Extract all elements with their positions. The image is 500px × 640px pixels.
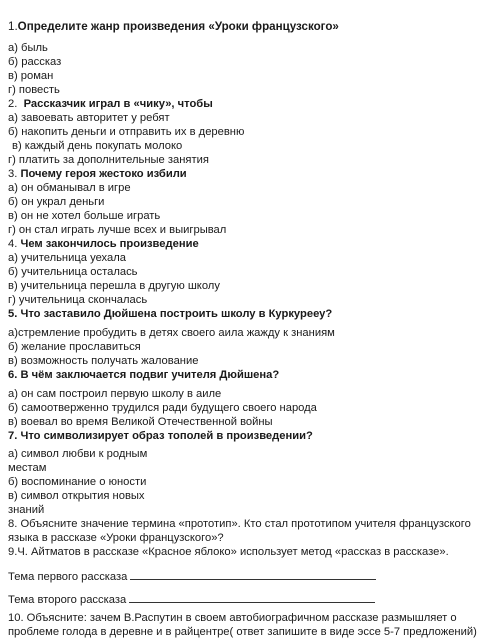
question-4-option-c: в) учительница перешла в другую школу — [8, 280, 220, 292]
question-2-option-b: б) накопить деньги и отправить их в деревню — [8, 126, 245, 138]
question-5-text: Что заставило Дюйшена построить школу в Куркурееу? — [20, 308, 333, 320]
question-6-option-b: б) самоотверженно трудился ради будущего своего народа — [8, 402, 317, 414]
question-1-number: 1. — [8, 20, 18, 33]
question-7-text: Что символизирует образ тополей в произведении? — [20, 430, 313, 442]
question-7-option-b: б) воспоминание о юности — [8, 476, 147, 488]
question-2-title — [8, 98, 213, 112]
first-story-answer-line[interactable] — [130, 569, 376, 580]
question-5-option-b: б) желание прославиться — [8, 341, 141, 353]
question-6-option-a: а) он сам построил первую школу в аиле — [8, 388, 222, 400]
question-3-option-c: в) он не хотел больше играть — [8, 210, 161, 222]
question-3-option-d: г) он стал играть лучше всех и выигрывал — [8, 224, 227, 236]
question-7-number: 7. — [8, 430, 18, 442]
question-8-line-2: языка в рассказе «Уроки французского»? — [8, 532, 224, 544]
question-5-title — [8, 308, 332, 322]
second-story-label: Тема второго рассказа — [8, 594, 127, 606]
question-4-option-d: г) учительница скончалась — [8, 294, 148, 306]
question-6-title — [8, 369, 279, 383]
question-9-text: 9.Ч. Айтматов в рассказе «Красное яблоко» использует метод «рассказ в рассказе». — [8, 546, 449, 558]
question-5-option-a: а)стремление пробудить в детях своего аила жажду к знаниям — [8, 327, 335, 339]
question-7-option-a: а) символ любви к родным — [8, 448, 148, 460]
first-story-label: Тема первого рассказа — [8, 571, 128, 583]
question-7-option-c: в) символ открытия новых — [8, 490, 145, 502]
question-2-option-a: а) завоевать авторитет у ребят — [8, 112, 170, 124]
question-1-option-c: в) роман — [8, 70, 54, 82]
question-1-option-d: г) повесть — [8, 84, 60, 96]
question-3-option-b: б) он украл деньги — [8, 196, 105, 208]
question-8-line-1: 8. Объясните значение термина «прототип». Кто стал прототипом учителя французского — [8, 518, 471, 530]
worksheet — [8, 8, 496, 636]
question-4-text: Чем закончилось произведение — [20, 238, 199, 250]
question-1-text: Определите жанр произведения «Уроки французского» — [17, 20, 339, 33]
question-7-option-a-cont: местам — [8, 462, 47, 474]
second-story-field — [8, 592, 375, 608]
question-3-option-a: а) он обманывал в игре — [8, 182, 131, 194]
question-2-option-d: г) платить за дополнительные занятия — [8, 154, 209, 166]
question-2-option-c: в) каждый день покупать молоко — [12, 140, 183, 152]
question-4-number: 4. — [8, 238, 18, 250]
question-6-option-c: в) воевал во время Великой Отечественной войны — [8, 416, 273, 428]
question-4-option-b: б) учительница осталась — [8, 266, 138, 278]
question-3-text: Почему героя жестоко избили — [20, 168, 187, 180]
question-4-title — [8, 238, 199, 252]
question-7-option-c-cont: знаний — [8, 504, 45, 516]
second-story-answer-line[interactable] — [129, 592, 375, 603]
question-2-number: 2. — [8, 98, 18, 110]
first-story-field — [8, 569, 376, 585]
question-6-number: 6. — [8, 369, 18, 381]
question-7-title — [8, 430, 313, 444]
question-10-line-1: 10. Объясните: зачем В.Распутин в своем автобиографичном рассказе размышляет о — [8, 612, 457, 624]
question-1-option-b: б) рассказ — [8, 56, 62, 68]
question-3-number: 3. — [8, 168, 18, 180]
question-5-number: 5. — [8, 308, 18, 320]
question-1-option-a: а) быль — [8, 42, 48, 54]
question-6-text: В чём заключается подвиг учителя Дюйшена? — [20, 369, 280, 381]
question-2-text: Рассказчик играл в «чику», чтобы — [23, 98, 213, 110]
question-10-line-2: проблеме голода в деревне и в райцентре( ответ запишите в виде эссе 5-7 предложений) — [8, 626, 477, 638]
question-3-title — [8, 168, 187, 182]
question-4-option-a: а) учительница уехала — [8, 252, 126, 264]
question-5-option-c: в) возможность получать жалование — [8, 355, 199, 367]
question-1-title — [8, 20, 339, 34]
